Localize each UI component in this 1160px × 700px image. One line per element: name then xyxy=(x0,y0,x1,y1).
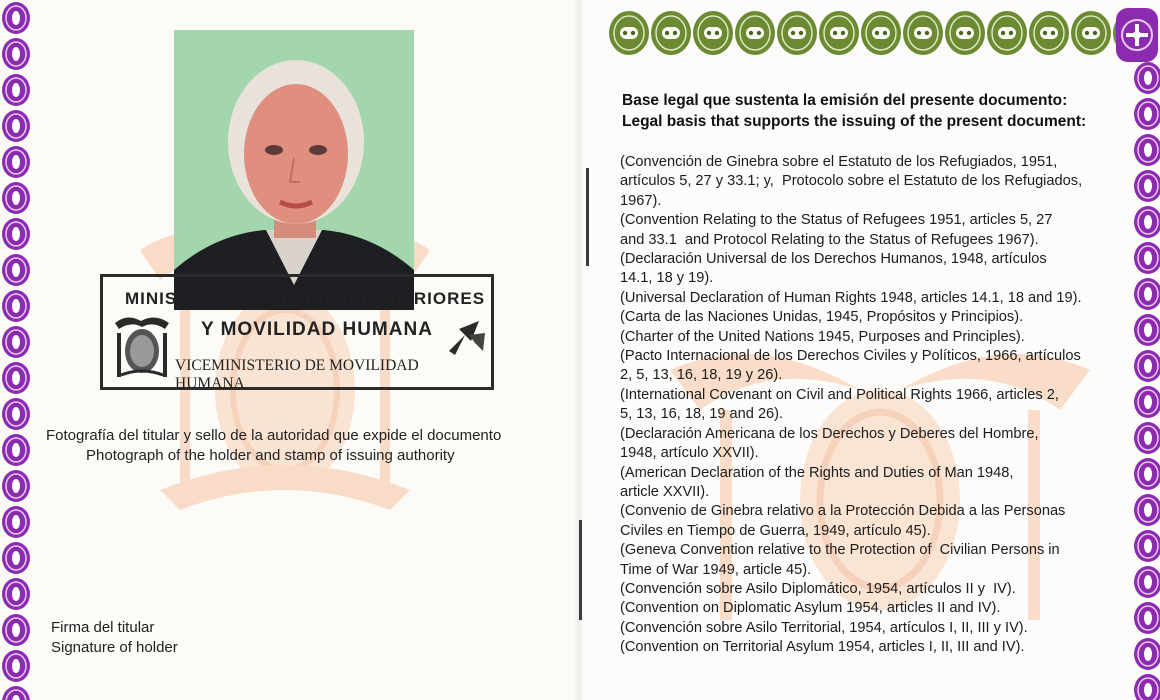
ecuador-shield-emblem xyxy=(111,313,173,381)
legal-basis-line: (Convention Relating to the Status of Refugees 1951, articles 5, 27 xyxy=(620,212,1053,229)
corner-ornament xyxy=(1114,6,1160,64)
legal-basis-line: (Universal Declaration of Human Rights 1948, articles 14.1, 18 and 19). xyxy=(620,289,1082,306)
photo-caption-en: Photograph of the holder and stamp of issuing authority xyxy=(86,447,455,464)
legal-basis-line: (Convención sobre Asilo Diplomático, 1954, artículos II y IV). xyxy=(620,580,1016,597)
top-guilloche-border xyxy=(608,8,1116,58)
legal-basis-line: 2, 5, 13, 16, 18, 19 y 26). xyxy=(620,367,783,384)
legal-basis-line: 5, 13, 16, 18, 19 and 26). xyxy=(620,406,784,423)
legal-basis-line: (International Covenant on Civil and Political Rights 1966, articles 2, xyxy=(620,386,1059,403)
legal-basis-line: (American Declaration of the Rights and Duties of Man 1948, xyxy=(620,464,1014,481)
legal-basis-line: (Convenio de Ginebra relativo a la Protección Debida a las Personas xyxy=(620,503,1066,520)
legal-basis-line: Time of War 1949, article 45). xyxy=(620,561,812,578)
legal-basis-line: (Geneva Convention relative to the Protection of Civilian Persons in xyxy=(620,542,1060,559)
left-guilloche-border xyxy=(0,0,40,700)
binding-staple-top xyxy=(584,168,592,266)
legal-basis-line: (Carta de las Naciones Unidas, 1945, Propósitos y Principios). xyxy=(620,309,1024,326)
right-guilloche-border xyxy=(1124,60,1160,700)
legal-basis-heading-en: Legal basis that supports the issuing of the present document: xyxy=(622,113,1087,130)
legal-basis-line: (Convención de Ginebra sobre el Estatuto de los Refugiados, 1951, xyxy=(620,154,1058,170)
legal-basis-line: Civiles en Tiempo de Guerra, 1949, artículo 45). xyxy=(620,522,931,539)
legal-basis-line: and 33.1 and Protocol Relating to the Status of Refugees 1967). xyxy=(620,231,1039,248)
legal-basis-line: artículos 5, 27 y 33.1; y, Protocolo sobre el Estatuto de los Refugiados, xyxy=(620,173,1083,190)
legal-basis-line: (Convención sobre Asilo Territorial, 1954, artículos I, II, III y IV). xyxy=(620,619,1028,636)
legal-basis-line: 14.1, 18 y 19). xyxy=(620,270,714,287)
arrows-emblem xyxy=(443,311,489,359)
holder-photo xyxy=(174,30,414,310)
stamp-line-mobility: Y MOVILIDAD HUMANA xyxy=(201,319,433,340)
stamp-line-ministry-right: E RELACIONE RIORES xyxy=(281,289,486,308)
legal-basis-heading-es: Base legal que sustenta la emisión del presente documento: xyxy=(622,92,1068,109)
legal-basis-line: (Pacto Internacional de los Derechos Civiles y Políticos, 1966, artículos xyxy=(620,348,1081,365)
legal-basis-line: (Declaración Americana de los Derechos y Deberes del Hombre, xyxy=(620,425,1039,442)
legal-basis-line: (Declaración Universal de los Derechos Humanos, 1948, artículos xyxy=(620,251,1047,268)
legal-basis-line: 1967). xyxy=(620,192,662,209)
legal-basis-line: (Convention on Diplomatic Asylum 1954, articles II and IV). xyxy=(620,600,1001,617)
stamp-line-ministry-left: MINIS xyxy=(125,289,178,308)
stamp-line-viceministry: VICEMINISTERIO DE MOVILIDAD HUMANA xyxy=(175,357,419,392)
signature-label-es: Firma del titular xyxy=(51,619,155,636)
legal-basis-line: (Convention on Territorial Asylum 1954, articles I, II, III and IV). xyxy=(620,639,1025,656)
photo-caption-es: Fotografía del titular y sello de la autoridad que expide el documento xyxy=(46,427,502,444)
binding-staple-bottom xyxy=(576,520,584,620)
legal-basis-line: article XXVII). xyxy=(620,483,710,500)
legal-basis-line: 1948, artículo XXVII). xyxy=(620,445,759,462)
signature-label-en: Signature of holder xyxy=(51,639,178,656)
legal-basis-list xyxy=(620,153,1120,658)
issuing-authority-stamp xyxy=(100,274,494,390)
legal-basis-line: (Charter of the United Nations 1945, Purposes and Principles). xyxy=(620,328,1025,345)
